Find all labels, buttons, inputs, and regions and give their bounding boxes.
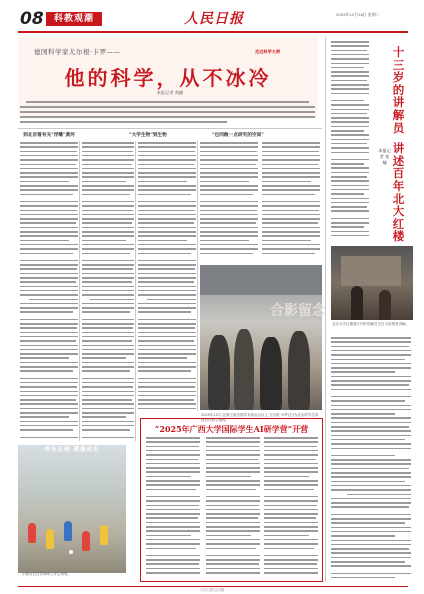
boxed-article-title: [140, 424, 323, 435]
row-divider: [18, 128, 322, 129]
right-column-text-top: [331, 40, 369, 240]
boxed-article-col-2: [206, 436, 260, 576]
article-column-4: [200, 141, 258, 261]
boxed-article-col-3: [264, 436, 318, 576]
subhead-b: "大学生物"到生物: [129, 133, 167, 138]
column-label-text: 走近科学大师: [255, 49, 281, 54]
feature-kicker: 德国科学家尤尔根·卡罗——: [34, 48, 121, 56]
children-photo-caption: 小朋友们在足球场上开心玩耍。: [22, 572, 71, 576]
conference-photo: [200, 265, 322, 410]
right-column-text-bottom: [331, 336, 411, 581]
boxed-title-dark: 研学营”开营: [263, 424, 309, 434]
subhead-a: 到北京看有关"浮雕"黄河: [23, 133, 75, 138]
feature-lead: [20, 99, 315, 127]
right-byline: 本报记者 张楠: [378, 148, 391, 165]
article-column-2: [82, 141, 134, 441]
date-line: 2025年12月16日 星期二: [336, 12, 380, 17]
boxed-title-red: “2025年广西大学国际学生AI: [154, 424, 264, 434]
feature-byline: 本报记者 黄鹂: [156, 90, 184, 95]
masthead-rule: [18, 31, 408, 33]
children-football-photo: [18, 445, 126, 573]
bottom-rule: [18, 586, 408, 587]
subhead-c: "也同敞一点研究的空间": [212, 133, 264, 138]
boxed-article-col-1: [146, 436, 200, 576]
page-number: 08: [20, 9, 44, 29]
newspaper-logo: 人民日报: [184, 11, 244, 27]
children-photo-title: 快乐足球 健康成长: [44, 447, 100, 453]
article-column-3: [138, 141, 196, 411]
column-divider: [197, 141, 198, 411]
right-headline-a: 十三岁的讲解员: [392, 45, 405, 135]
article-column-5: [262, 141, 320, 261]
article-column-1: [20, 141, 78, 441]
right-column-photo: [331, 246, 413, 320]
conference-photo-caption: 2025年12月,在第五届全国学术前沿会议上,尤尔根·卡罗(左)为北京的学生讲授自然科学课程。: [201, 413, 319, 422]
feature-headline: 他的科学，从不冰冷: [64, 66, 272, 90]
right-photo-caption: 北京大学红楼展厅内的讲解员正在为参观者讲解。: [332, 322, 409, 326]
masthead: [0, 0, 424, 36]
right-headline-b-visible: 讲述百年北大红楼: [392, 141, 405, 244]
column-label: [255, 49, 280, 55]
section-label: 科教观潮: [46, 12, 102, 26]
conference-watermark: 合影留念: [270, 303, 326, 319]
column-divider: [79, 141, 80, 441]
column-divider: [325, 37, 326, 582]
page-footer: 人民日报社出版: [199, 588, 225, 592]
column-divider: [135, 141, 136, 441]
